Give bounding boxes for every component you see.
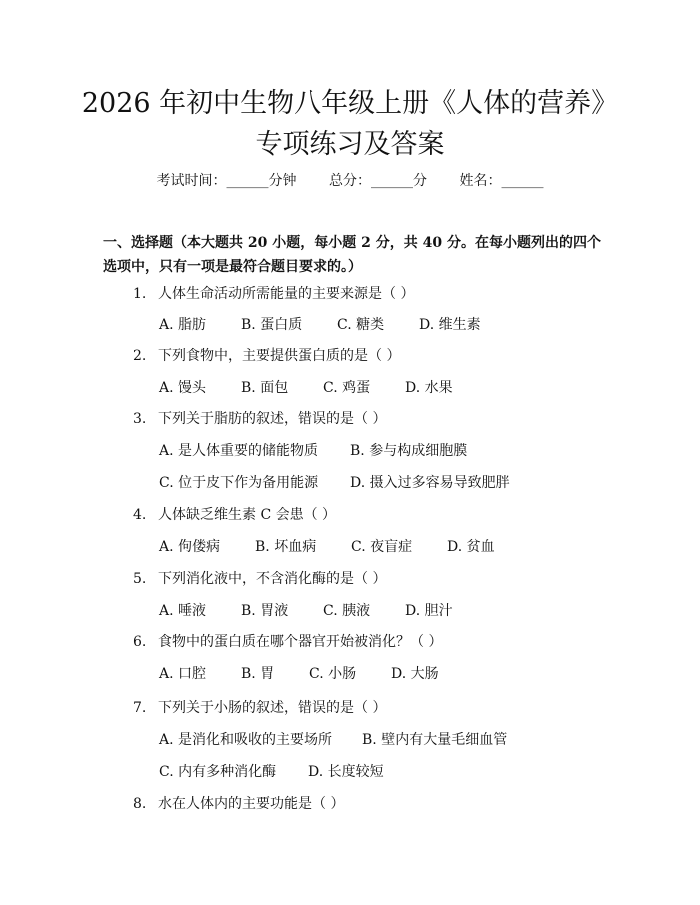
option-c: C. 位于皮下作为备用能源 bbox=[159, 475, 319, 491]
total-score-field: 总分：______分 bbox=[329, 173, 427, 189]
option-c: C. 糖类 bbox=[337, 317, 385, 333]
question-5-options bbox=[159, 600, 453, 620]
question-3 bbox=[133, 408, 386, 428]
question-6-options bbox=[159, 663, 439, 683]
option-d: D. 摄入过多容易导致肥胖 bbox=[350, 475, 510, 491]
option-d: D. 水果 bbox=[405, 380, 453, 396]
option-a: A. 是消化和吸收的主要场所 bbox=[159, 732, 333, 748]
option-c: C. 内有多种消化酶 bbox=[159, 764, 277, 780]
question-number: 1. bbox=[133, 286, 147, 302]
exam-time-field: 考试时间：______分钟 bbox=[156, 173, 297, 189]
option-b: B. 参与构成细胞膜 bbox=[350, 443, 468, 459]
question-text: 下列关于脂肪的叙述，错误的是（ ） bbox=[158, 411, 387, 427]
option-a: A. 脂肪 bbox=[159, 317, 207, 333]
question-7 bbox=[133, 697, 386, 717]
question-7-options-row-1 bbox=[159, 729, 507, 749]
question-text: 下列食物中，主要提供蛋白质的是（ ） bbox=[158, 348, 401, 364]
option-d: D. 维生素 bbox=[419, 317, 481, 333]
option-a: A. 口腔 bbox=[159, 666, 207, 682]
option-a: A. 是人体重要的储能物质 bbox=[159, 443, 319, 459]
question-text: 水在人体内的主要功能是（ ） bbox=[158, 796, 345, 812]
question-5 bbox=[133, 568, 386, 588]
option-b: B. 面包 bbox=[241, 380, 289, 396]
question-2 bbox=[133, 345, 400, 365]
option-b: B. 坏血病 bbox=[255, 539, 317, 555]
question-number: 3. bbox=[133, 411, 147, 427]
question-4-options bbox=[159, 536, 495, 556]
option-d: D. 贫血 bbox=[447, 539, 495, 555]
option-d: D. 胆汁 bbox=[405, 603, 453, 619]
page-title-line-1: 2026 年初中生物八年级上册《人体的营养》 bbox=[81, 88, 619, 119]
option-b: B. 壁内有大量毛细血管 bbox=[362, 732, 508, 748]
question-1-options bbox=[159, 314, 481, 334]
question-number: 2. bbox=[133, 348, 147, 364]
option-b: B. 蛋白质 bbox=[241, 317, 303, 333]
question-number: 7. bbox=[133, 700, 147, 716]
option-c: C. 夜盲症 bbox=[351, 539, 413, 555]
option-c: C. 胰液 bbox=[323, 603, 371, 619]
option-d: D. 大肠 bbox=[391, 666, 439, 682]
question-3-options-row-2 bbox=[159, 472, 510, 492]
question-8 bbox=[133, 793, 344, 813]
question-text: 下列关于小肠的叙述，错误的是（ ） bbox=[158, 700, 387, 716]
question-number: 5. bbox=[133, 571, 147, 587]
name-field: 姓名：______ bbox=[459, 173, 544, 189]
option-a: A. 馒头 bbox=[159, 380, 207, 396]
option-c: C. 小肠 bbox=[309, 666, 357, 682]
question-number: 4. bbox=[133, 507, 147, 523]
question-7-options-row-2 bbox=[159, 761, 384, 781]
question-3-options-row-1 bbox=[159, 440, 467, 460]
question-6 bbox=[133, 631, 442, 651]
question-text: 人体生命活动所需能量的主要来源是（ ） bbox=[158, 286, 415, 302]
question-number: 8. bbox=[133, 796, 147, 812]
exam-meta-row bbox=[0, 170, 700, 190]
option-a: A. 唾液 bbox=[159, 603, 207, 619]
question-number: 6. bbox=[133, 634, 147, 650]
question-text: 食物中的蛋白质在哪个器官开始被消化？（ ） bbox=[158, 634, 443, 650]
option-b: B. 胃 bbox=[241, 666, 275, 682]
section-heading: 一、选择题（本大题共 20 小题，每小题 2 分，共 40 分。在每小题列出的四个选项中，只有一项是最符合题目要求的。） bbox=[103, 235, 601, 275]
option-a: A. 佝偻病 bbox=[159, 539, 221, 555]
question-text: 下列消化液中，不含消化酶的是（ ） bbox=[158, 571, 387, 587]
option-c: C. 鸡蛋 bbox=[323, 380, 371, 396]
option-d: D. 长度较短 bbox=[308, 764, 384, 780]
question-2-options bbox=[159, 377, 453, 397]
question-4 bbox=[133, 504, 336, 524]
page-title-line-2: 专项练习及答案 bbox=[255, 129, 445, 160]
option-b: B. 胃液 bbox=[241, 603, 289, 619]
question-text: 人体缺乏维生素 C 会患（ ） bbox=[158, 507, 337, 523]
question-1 bbox=[133, 283, 414, 303]
